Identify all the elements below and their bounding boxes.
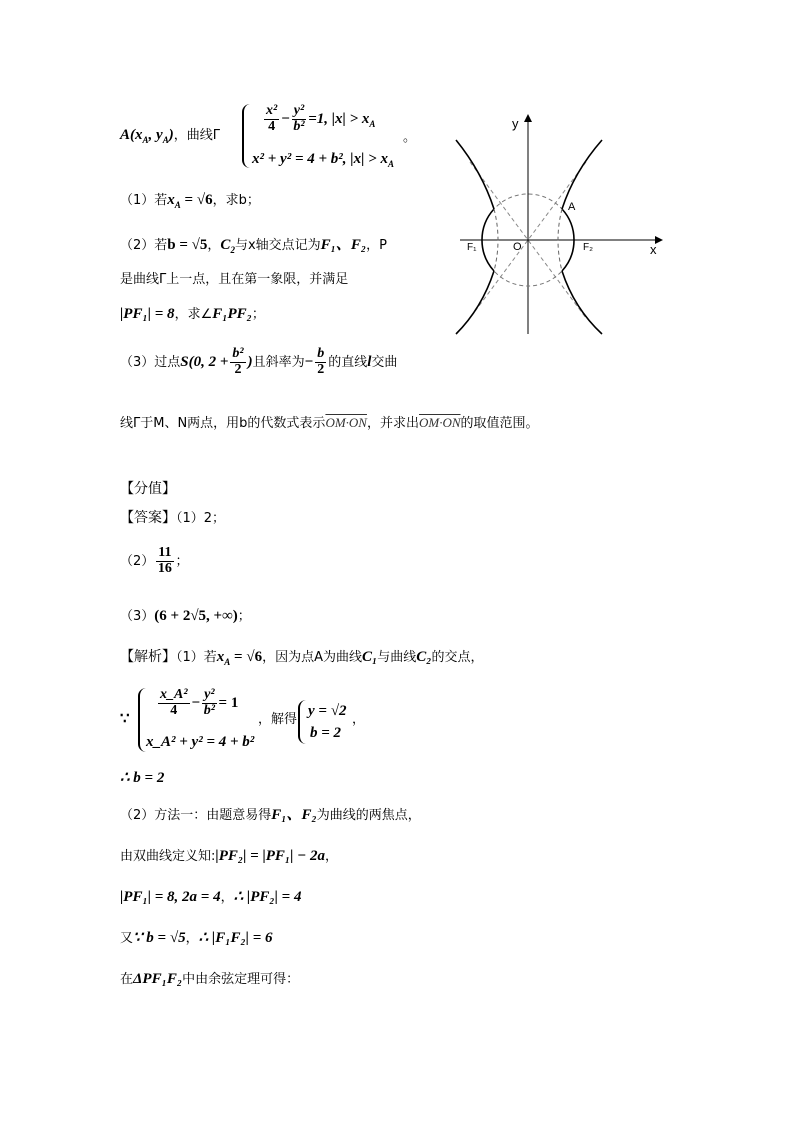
solve-text: ，解得: [258, 712, 298, 727]
y-axis-arrow: [524, 114, 532, 122]
point-a: $A(x_A$, $y_A$): [120, 127, 174, 145]
question-3-line1: （3）过点S(0, 2 + $\frac{\text{b²}}{2}$ )且斜率为− $\frac{b}{2}$ 的直线l交曲: [120, 346, 398, 377]
y-axis-label: y: [512, 116, 519, 131]
answer-2: （2） $\frac{11}{16}$ ；: [120, 545, 189, 576]
system-brace: [242, 104, 252, 168]
solution-b: b = 2: [310, 725, 342, 741]
analysis-line-1: 【解析】（1）若$x_A = √6$，因为点A为曲线C₁与曲线C₂的交点，: [120, 649, 484, 667]
question-3-line2: 线Γ于M、N两点，用b的代数式表示OM·ON，并求出OM·ON的取值范围。: [120, 415, 539, 431]
analysis-line-5: 又∵ b = √5，∴ |F₁F₂| = 6: [120, 930, 273, 946]
analysis-line-3: 由双曲线定义知:|PF₂| = |PF₁| − 2a，: [120, 848, 339, 864]
origin-label: O: [513, 241, 522, 253]
f2-label: F₂: [583, 242, 593, 253]
therefore-b: ∴ b = 2: [120, 770, 165, 786]
answer-3: （3）(6 + 2√5, +∞)；: [120, 608, 251, 624]
system-eq2: x² + y² = 4 + b², $|x| > x_A$: [252, 151, 394, 169]
analysis-line-4: |PF₁| = 8, 2a = 4，∴ |PF₂| = 4: [120, 889, 302, 905]
answer-line: 【答案】（1）2；: [120, 510, 226, 526]
solution-y: y = √2: [308, 703, 347, 719]
question-2-line1: （2）若b = √5，$C_2$与x轴交点记为F₁、F₂，P: [120, 237, 387, 255]
analysis-sys-eq2: x_A² + y² = 4 + b²: [146, 734, 255, 750]
f1-label: F₁: [467, 242, 477, 253]
analysis-sys-eq1: $\frac{\text{x\_A²}}{4}$ − $\frac{\text{y²}}{\text{b²}}$ = 1: [160, 687, 239, 718]
solution-end: ，: [352, 712, 366, 727]
question-2-line2: 是曲线Γ上一点，且在第一象限，并满足: [120, 272, 349, 287]
hyperbola-right-upper: [562, 140, 602, 209]
hyperbola-left-lower: [456, 271, 494, 334]
x-axis-label: x: [650, 242, 657, 257]
because-symbol: ∵: [120, 711, 130, 727]
hyperbola-left-upper: [456, 140, 494, 209]
point-a-label: A: [568, 201, 576, 213]
question-2-line3: |PF₁| = 8，求∠F₁PF₂；: [120, 306, 265, 322]
system-eq1: $\frac{\text{x²}}{4}$ − $\frac{\text{y²}}{\text{b²}}$ =1, $|x| > x_A$: [266, 103, 376, 134]
hyperbola-figure: [450, 112, 665, 337]
analysis-line-6: 在ΔPF₁F₂中由余弦定理可得：: [120, 971, 300, 987]
question-1: （1）若$x_A = √6$，求b；: [120, 192, 260, 210]
problem-header-line: [120, 126, 220, 146]
system-period: 。: [403, 130, 417, 145]
hyperbola-right-lower: [562, 271, 602, 334]
analysis-line-2: （2）方法一：由题意易得F₁、F₂为曲线的两焦点，: [120, 807, 421, 823]
solution-brace: [298, 700, 308, 744]
curve-label: ，曲线Γ: [173, 128, 220, 143]
score-label: 【分值】: [120, 481, 176, 497]
